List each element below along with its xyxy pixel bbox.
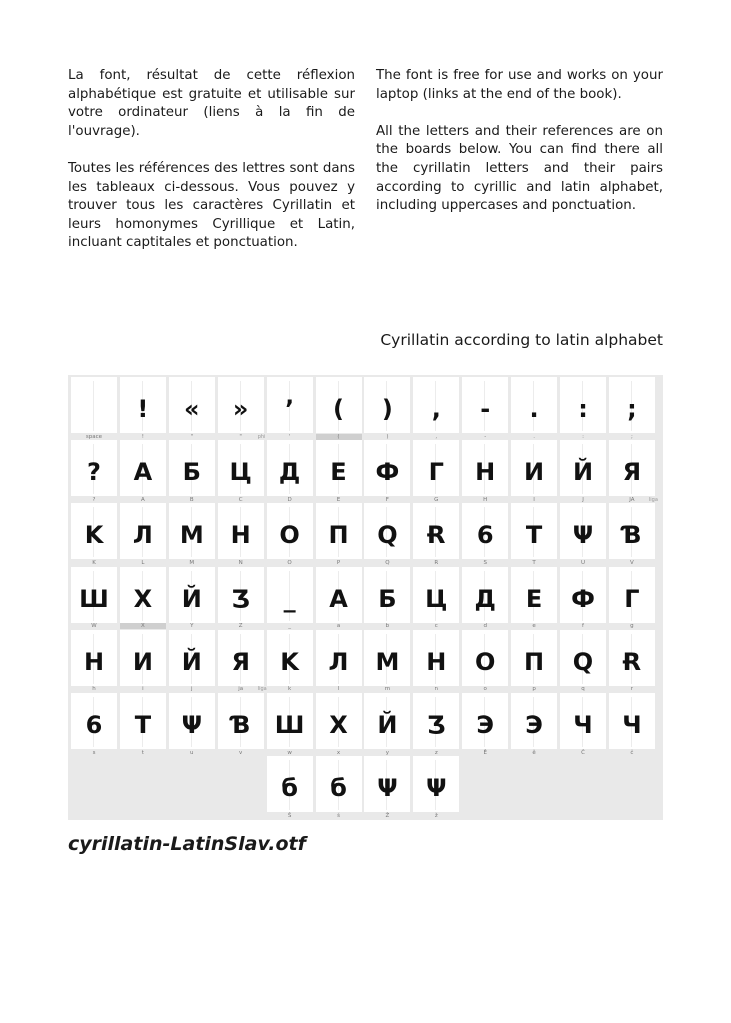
glyph-cell <box>218 567 264 623</box>
glyph: _ <box>283 584 296 613</box>
glyph: E <box>525 584 543 613</box>
glyph-cell <box>169 693 215 749</box>
glyph-cell <box>462 630 508 686</box>
glyph-cell <box>71 440 117 496</box>
glyph-label: c <box>434 623 438 630</box>
glyph: T <box>134 711 152 739</box>
glyph-label: A <box>141 496 145 503</box>
glyph-label: R <box>434 559 439 566</box>
glyph-label: m <box>384 686 391 693</box>
glyph-label: Q <box>385 559 390 566</box>
ligature-tag: liga <box>648 496 658 503</box>
font-file-name: cyrillatin-LatinSlav.otf <box>68 833 306 855</box>
glyph: X <box>329 711 348 739</box>
glyph-cell <box>316 503 362 559</box>
glyph: Ɓ <box>622 521 642 550</box>
glyph-label: e <box>532 623 536 630</box>
glyph-label: d <box>483 623 487 630</box>
glyph: Й <box>181 584 202 613</box>
glyph-cell <box>609 567 655 623</box>
glyph-cell <box>316 756 362 812</box>
glyph-cell <box>120 440 166 496</box>
glyph: M <box>179 521 204 550</box>
glyph-label: g <box>630 623 634 630</box>
glyph: H <box>475 458 496 487</box>
glyph-label: : <box>582 433 584 440</box>
glyph-cell <box>413 567 459 623</box>
glyph-label: ( <box>316 434 362 440</box>
glyph: Й <box>572 458 594 487</box>
glyph: K <box>84 521 104 550</box>
glyph-label: C <box>238 496 243 503</box>
glyph: O <box>474 647 496 676</box>
glyph-cell <box>413 630 459 686</box>
glyph-cell <box>413 756 459 812</box>
glyph: Ʒ <box>231 584 250 613</box>
glyph-cell <box>413 440 459 496</box>
glyph: Я <box>622 458 642 487</box>
intro-english <box>376 67 663 234</box>
glyph-label: i <box>142 686 144 693</box>
paragraph: The font is free for use and works on your laptop (links at the end of the book). <box>376 68 663 102</box>
glyph-label: V <box>630 559 634 566</box>
glyph: A <box>329 584 348 613</box>
glyph: Й <box>377 711 398 739</box>
paragraph: La font, résultat de cette réflexion alphabétique est gratuite et utilisable sur votre ordinateur (liens à la fin de l'ouvrage). <box>68 68 355 139</box>
glyph-cell <box>316 440 362 496</box>
glyph-label: H <box>483 496 488 503</box>
glyph-label: ! <box>141 433 144 440</box>
glyph-label: ) <box>386 433 389 440</box>
glyph-label: _ <box>288 623 291 630</box>
glyph-label: Č <box>581 749 585 756</box>
glyph-cell <box>267 377 313 433</box>
glyph-grid <box>68 375 663 820</box>
glyph-cell <box>511 693 557 749</box>
glyph-cell <box>267 440 313 496</box>
glyph: Н <box>426 647 447 676</box>
glyph-label: u <box>190 749 194 756</box>
glyph: Q <box>572 647 594 676</box>
glyph: . <box>529 395 539 423</box>
glyph: Ψ <box>426 774 447 803</box>
glyph-label: " <box>239 433 242 440</box>
glyph-label: N <box>238 559 243 566</box>
glyph-cell <box>462 377 508 433</box>
chart-title: Cyrillatin according to latin alphabet <box>380 331 663 349</box>
glyph-cell <box>511 630 557 686</box>
glyph-cell <box>560 567 606 623</box>
glyph-label: M <box>189 559 195 566</box>
glyph-cell <box>169 377 215 433</box>
glyph-label: y <box>385 749 390 756</box>
glyph-label: " <box>190 433 194 440</box>
glyph-label: T <box>532 559 536 566</box>
glyph: Г <box>428 458 444 487</box>
glyph-cell <box>71 377 117 433</box>
glyph-label: r <box>630 686 634 693</box>
glyph: » <box>232 395 249 423</box>
glyph: 6 <box>85 711 103 739</box>
glyph-cell <box>413 693 459 749</box>
glyph: Ч <box>622 711 642 739</box>
glyph-cell <box>120 567 166 623</box>
glyph: б <box>330 774 347 803</box>
glyph-label: G <box>434 496 439 503</box>
glyph: Г <box>624 584 640 613</box>
guide-line <box>93 381 94 431</box>
glyph: Э <box>476 711 494 739</box>
glyph: Н <box>230 521 251 550</box>
glyph-label: h <box>92 686 96 693</box>
glyph: б <box>281 774 298 803</box>
glyph-label: J <box>582 496 584 503</box>
glyph: Д <box>278 458 301 487</box>
glyph-cell <box>609 377 655 433</box>
glyph-label: - <box>484 433 487 440</box>
glyph-cell <box>462 567 508 623</box>
glyph-label: U <box>580 559 586 566</box>
glyph-label: l <box>337 686 340 693</box>
glyph-label: š <box>337 812 340 819</box>
glyph-label: K <box>92 559 96 566</box>
glyph-cell <box>560 503 606 559</box>
glyph-cell <box>71 567 117 623</box>
glyph-cell <box>316 693 362 749</box>
glyph-cell <box>511 503 557 559</box>
glyph: Ф <box>571 584 595 613</box>
glyph-label: W <box>91 623 97 630</box>
glyph-cell <box>609 693 655 749</box>
glyph-cell <box>511 567 557 623</box>
paragraph: All the letters and their references are on the boards below. You can find there all the cyrillatin letters and their pairs according to cyrillic and latin alphabet, including uppercases and ponctuation. <box>376 123 663 214</box>
glyph-label: w <box>287 749 292 756</box>
glyph-label: P <box>336 559 341 566</box>
ligature-tag: liga <box>257 686 267 693</box>
glyph-cell <box>267 693 313 749</box>
glyph: П <box>328 521 349 550</box>
glyph: Ц <box>229 458 252 487</box>
glyph-cell <box>560 377 606 433</box>
glyph-cell <box>413 377 459 433</box>
glyph: Ɓ <box>230 711 251 739</box>
glyph: ! <box>137 395 149 423</box>
glyph: ; <box>627 395 637 423</box>
glyph-cell <box>609 630 655 686</box>
glyph-cell <box>218 693 264 749</box>
glyph-cell <box>218 377 264 433</box>
glyph-label: ? <box>92 496 96 503</box>
glyph-label: ' <box>288 433 291 440</box>
glyph: Д <box>474 584 496 613</box>
glyph-label: . <box>533 433 535 440</box>
glyph: Ч <box>573 711 593 739</box>
glyph: Ш <box>274 711 305 739</box>
glyph-cell <box>267 630 313 686</box>
glyph: K <box>280 647 299 676</box>
glyph-label: ě <box>532 749 536 756</box>
glyph-label: L <box>141 559 145 566</box>
glyph-label: z <box>434 749 438 756</box>
glyph-cell <box>120 503 166 559</box>
glyph-cell <box>218 503 264 559</box>
glyph-label: JA <box>629 496 635 503</box>
glyph: Ц <box>425 584 448 613</box>
glyph-label: b <box>385 623 390 630</box>
glyph-cell <box>413 503 459 559</box>
glyph-label: ; <box>630 433 633 440</box>
glyph-label: v <box>239 749 243 756</box>
glyph: И <box>524 458 545 487</box>
glyph-cell <box>609 440 655 496</box>
glyph-label: p <box>532 686 536 693</box>
glyph-label: x <box>336 749 341 756</box>
glyph-label: j <box>191 686 193 693</box>
glyph-label: t <box>141 749 144 756</box>
glyph: Ʒ <box>427 711 446 739</box>
glyph-cell <box>364 440 410 496</box>
glyph-cell <box>560 440 606 496</box>
glyph: ( <box>333 395 344 423</box>
glyph-label: Y <box>190 623 194 630</box>
glyph-cell <box>316 567 362 623</box>
glyph: , <box>431 395 441 423</box>
glyph: : <box>578 395 588 423</box>
glyph: Q <box>377 521 398 550</box>
glyph: - <box>480 395 491 423</box>
glyph-label: O <box>287 559 292 566</box>
glyph-cell <box>364 630 410 686</box>
glyph-label: Z <box>238 623 243 630</box>
glyph-cell <box>218 440 264 496</box>
glyph: Э <box>525 711 543 739</box>
glyph-cell <box>560 693 606 749</box>
glyph-label: Ž <box>385 812 390 819</box>
glyph-label: s <box>92 749 96 756</box>
glyph-label: X <box>120 623 166 629</box>
glyph-label: o <box>483 686 487 693</box>
glyph-cell <box>364 567 410 623</box>
glyph-label: B <box>189 496 194 503</box>
glyph: Ɍ <box>622 647 642 676</box>
glyph-cell <box>71 630 117 686</box>
glyph-cell <box>462 693 508 749</box>
glyph-label: I <box>533 496 535 503</box>
ligature-tag: phi <box>257 433 266 440</box>
glyph: Ш <box>79 584 109 613</box>
glyph: Й <box>181 647 202 676</box>
glyph-cell <box>169 567 215 623</box>
glyph-label: q <box>581 686 585 693</box>
glyph-label: Ě <box>483 749 487 756</box>
glyph: Л <box>328 647 349 676</box>
glyph: ) <box>381 395 393 423</box>
glyph-label: n <box>434 686 439 693</box>
glyph-label: ž <box>434 812 438 819</box>
glyph-label: f <box>582 623 584 630</box>
glyph: H <box>83 647 105 676</box>
glyph: Ψ <box>572 521 594 550</box>
glyph-cell <box>316 630 362 686</box>
glyph: « <box>184 395 200 423</box>
glyph: M <box>375 647 400 676</box>
glyph-label: a <box>336 623 341 630</box>
glyph-cell <box>511 440 557 496</box>
glyph: T <box>525 521 543 550</box>
glyph-cell <box>462 503 508 559</box>
glyph-label: ja <box>238 686 244 693</box>
intro-french <box>68 67 355 272</box>
glyph-cell <box>511 377 557 433</box>
glyph-cell <box>316 377 362 433</box>
glyph-label: k <box>288 686 292 693</box>
glyph: A <box>133 458 153 487</box>
glyph-cell <box>120 693 166 749</box>
paragraph: Toutes les références des lettres sont dans les tableaux ci-dessous. Vous pouvez y trouver tous les caractères Cyrillatin et leurs homonymes Cyrillique et Latin, incluant captitales et ponctuation. <box>68 160 355 251</box>
glyph: Б <box>378 584 397 613</box>
glyph-cell <box>267 756 313 812</box>
glyph-cell <box>169 630 215 686</box>
glyph-cell <box>267 567 313 623</box>
glyph: X <box>133 584 153 613</box>
glyph-cell <box>71 693 117 749</box>
glyph: Л <box>132 521 153 550</box>
glyph-label: F <box>385 496 389 503</box>
glyph: И <box>132 647 153 676</box>
glyph-label: D <box>287 496 292 503</box>
glyph-cell <box>120 377 166 433</box>
glyph-cell <box>218 630 264 686</box>
glyph-cell <box>560 630 606 686</box>
glyph-cell <box>169 503 215 559</box>
glyph-cell <box>364 377 410 433</box>
glyph-cell <box>169 440 215 496</box>
glyph: Ψ <box>377 774 398 803</box>
glyph: Б <box>182 458 201 487</box>
glyph: Ψ <box>181 711 202 739</box>
glyph-cell <box>462 440 508 496</box>
glyph: ʼ <box>285 395 295 423</box>
glyph-cell <box>120 630 166 686</box>
glyph-cell <box>364 503 410 559</box>
glyph-label: , <box>435 433 438 440</box>
glyph-label: Š <box>287 812 292 819</box>
glyph-cell <box>364 693 410 749</box>
glyph: Я <box>231 647 250 676</box>
glyph: П <box>524 647 545 676</box>
glyph: E <box>330 458 347 487</box>
glyph: Ɍ <box>427 521 446 550</box>
glyph-label: E <box>336 496 341 503</box>
glyph: 6 <box>476 521 494 550</box>
glyph-cell <box>71 503 117 559</box>
glyph-label: č <box>630 749 634 756</box>
glyph-label: space <box>85 433 103 440</box>
glyph: ? <box>87 458 101 487</box>
glyph: Ф <box>375 458 400 487</box>
glyph-cell <box>364 756 410 812</box>
glyph-cell <box>267 503 313 559</box>
glyph-cell <box>609 503 655 559</box>
glyph: O <box>279 521 300 550</box>
glyph-label: S <box>483 559 487 566</box>
